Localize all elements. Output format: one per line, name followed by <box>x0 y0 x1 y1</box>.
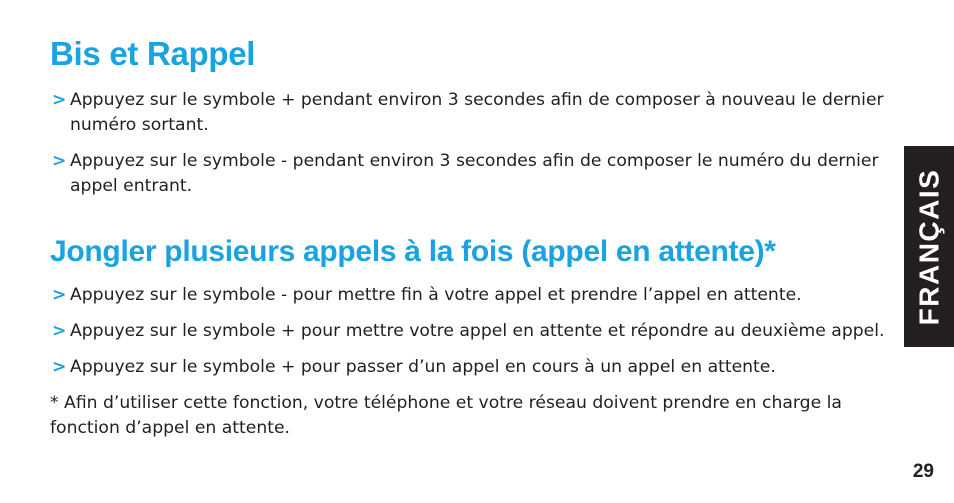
list-item-text: Appuyez sur le symbole - pour mettre fin à votre appel et prendre l’appel en attente. <box>70 285 802 305</box>
language-tab <box>904 146 954 347</box>
list-item-text: Appuyez sur le symbole + pendant environ 3 secondes afin de composer à nouveau le dernier numéro sortant. <box>70 90 884 135</box>
bis-et-rappel-list <box>50 88 905 199</box>
bullet-marker: > <box>52 151 67 171</box>
list-item <box>50 355 905 380</box>
list-item <box>50 149 905 199</box>
bullet-marker: > <box>52 90 67 110</box>
language-tab-label: FRANÇAIS <box>913 168 945 325</box>
section-title-bis-et-rappel: Bis et Rappel <box>50 35 256 72</box>
bullet-marker: > <box>52 285 67 305</box>
list-item <box>50 88 905 138</box>
list-item <box>50 319 905 344</box>
section-title-appel-en-attente: Jongler plusieurs appels à la fois (appel en attente)* <box>50 235 776 268</box>
list-item <box>50 283 905 308</box>
bullet-marker: > <box>52 321 67 341</box>
page-content <box>50 34 905 458</box>
list-item-text: Appuyez sur le symbole - pendant environ 3 secondes afin de composer le numéro du dernier appel entrant. <box>70 151 879 196</box>
list-item-text: Appuyez sur le symbole + pour passer d’un appel en cours à un appel en attente. <box>70 357 776 377</box>
list-item-text: Appuyez sur le symbole + pour mettre votre appel en attente et répondre au deuxième appel. <box>70 321 885 341</box>
page-number: 29 <box>912 461 934 482</box>
bullet-marker: > <box>52 357 67 377</box>
appel-en-attente-list <box>50 283 905 380</box>
footnote: * Afin d’utiliser cette fonction, votre téléphone et votre réseau doivent prendre en charge la fonction d’appel en attente. <box>50 393 842 438</box>
